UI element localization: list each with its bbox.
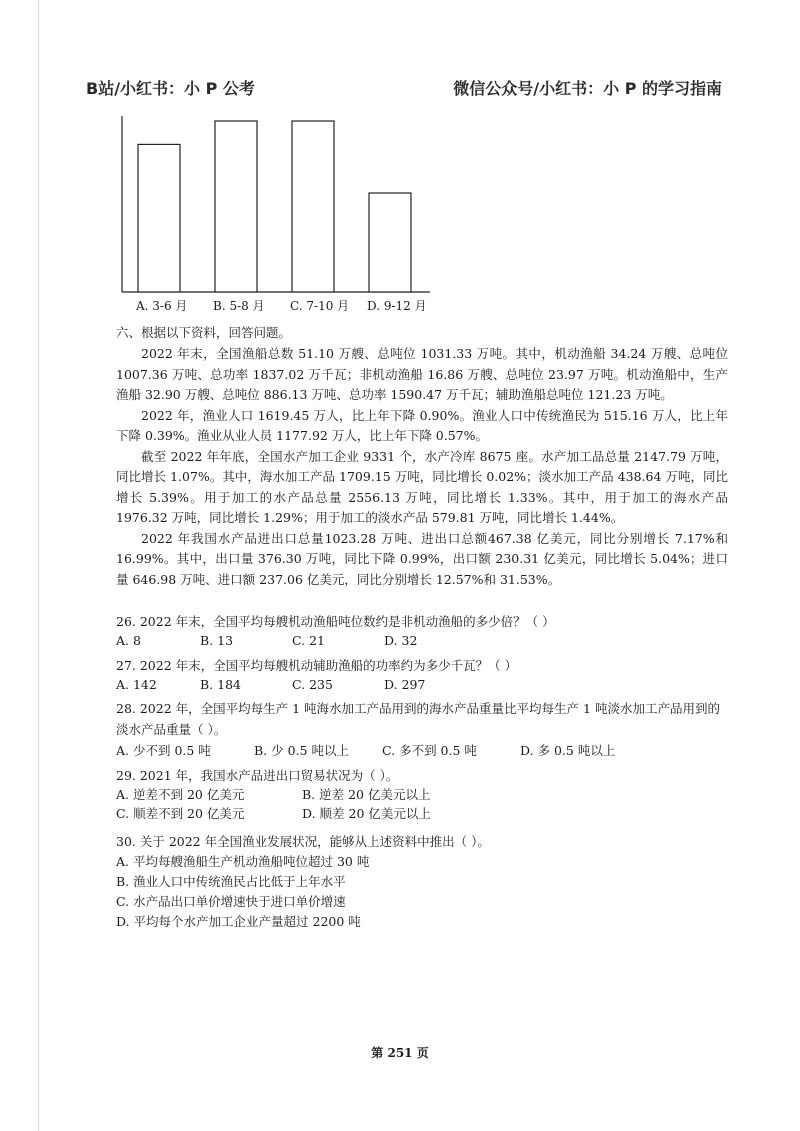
x-tick-label: C. 7-10 月: [290, 299, 350, 313]
option-d[interactable]: D. 32: [384, 633, 418, 648]
question-stem: 30. 关于 2022 年全国渔业发展状况，能够从上述资料中推出（ ）。: [116, 834, 490, 849]
question-options: [116, 675, 728, 694]
bar-3: [292, 121, 334, 292]
x-tick-label: D. 9-12 月: [367, 299, 427, 313]
question-29: [116, 766, 728, 823]
paragraph-fishing-boats: 2022 年末，全国渔船总数 51.10 万艘、总吨位 1031.33 万吨。其中，机动渔船 34.24 万艘、总吨位 1007.36 万吨、总功率 1837.02 万千瓦；非机动渔船 16.86 万艘、总吨位 23.97 万吨。机动渔船中，生产渔船 32.90 万艘、总吨位 886.13 万吨、总功率 1590.47 万千瓦；辅助渔船总吨位 121.23 万吨。: [116, 346, 728, 402]
question-27: [116, 656, 728, 694]
option-b[interactable]: B. 13: [200, 633, 234, 648]
page-header: [86, 76, 722, 100]
option-a[interactable]: A. 少不到 0.5 吨: [116, 743, 211, 758]
page-left-border: [38, 0, 39, 1131]
option-c[interactable]: C. 水产品出口单价增速快于进口单价增速: [116, 894, 346, 909]
option-c[interactable]: C. 顺差不到 20 亿美元: [116, 806, 245, 821]
header-right: 微信公众号/小红书：小 P 的学习指南: [453, 79, 722, 98]
x-tick-label: A. 3-6 月: [136, 299, 188, 313]
question-options: [116, 785, 728, 823]
paragraph-trade: 2022 年我国水产品进出口总量1023.28 万吨、进出口总额467.38 亿美元，同比分别增长 7.17%和 16.99%。其中，出口量 376.30 万吨，同比下降 0.99%，出口额 230.31 亿美元，同比增长 5.04%；进口量 646.98 万吨、进口额 237.06 亿美元，同比分别增长 12.57%和 31.53%。: [116, 530, 728, 587]
bar-4: [369, 193, 411, 292]
question-options: [116, 852, 728, 932]
option-d[interactable]: D. 多 0.5 吨以上: [520, 743, 616, 758]
question-options: [116, 740, 728, 761]
option-c[interactable]: C. 235: [292, 677, 333, 692]
question-stem: 29. 2021 年，我国水产品进出口贸易状况为（ ）。: [116, 768, 399, 783]
question-28: [116, 699, 728, 761]
option-d[interactable]: D. 平均每个水产加工企业产量超过 2200 吨: [116, 914, 361, 929]
paragraph-fishing-population: 2022 年，渔业人口 1619.45 万人，比上年下降 0.90%。渔业人口中传统渔民为 515.16 万人，比上年下降 0.39%。渔业从业人员 1177.92 万人，比上年下降 0.57%。: [116, 407, 728, 443]
material-text: [116, 344, 728, 590]
question-options: [116, 631, 728, 650]
option-d[interactable]: D. 顺差 20 亿美元以上: [302, 806, 431, 821]
x-tick-label: B. 5-8 月: [213, 299, 265, 313]
question-30: [116, 832, 728, 932]
option-b[interactable]: B. 184: [200, 677, 241, 692]
option-a[interactable]: A. 逆差不到 20 亿美元: [116, 787, 245, 802]
section-title: 六、根据以下资料，回答问题。: [116, 325, 292, 340]
question-stem: 26. 2022 年末，全国平均每艘机动渔船吨位数约是非机动渔船的多少倍？（ ）: [116, 614, 555, 629]
option-a[interactable]: A. 8: [116, 633, 141, 648]
question-26: [116, 612, 728, 650]
bar-1: [138, 144, 180, 292]
option-c[interactable]: C. 多不到 0.5 吨: [382, 743, 477, 758]
bar-2: [215, 121, 257, 292]
question-stem: 28. 2022 年，全国平均每生产 1 吨海水加工产品用到的海水产品重量比平均每生产 1 吨淡水加工产品用到的淡水产品重量（ ）。: [116, 701, 720, 737]
paragraph-processing: 截至 2022 年年底，全国水产加工企业 9331 个，水产冷库 8675 座。水产加工品总量 2147.79 万吨，同比增长 1.07%。其中，海水加工产品 1709.15 万吨，同比增长 0.02%；淡水加工产品 438.64 万吨，同比增长 5.39%。用于加工的水产品总量 2556.13 万吨，同比增长 1.33%。其中，用于加工的海水产品 1976.32 万吨，同比增长 1.29%；用于加工的淡水产品 579.81 万吨，同比增长 1.44%。: [116, 448, 728, 525]
option-a[interactable]: A. 142: [116, 677, 157, 692]
header-left: B站/小红书：小 P 公考: [86, 79, 255, 98]
option-b[interactable]: B. 渔业人口中传统渔民占比低于上年水平: [116, 874, 346, 889]
option-b[interactable]: B. 少 0.5 吨以上: [254, 743, 349, 758]
question-stem: 27. 2022 年末，全国平均每艘机动辅助渔船的功率约为多少千瓦？（ ）: [116, 658, 518, 673]
page-number: 第 251 页: [371, 1046, 429, 1060]
option-a[interactable]: A. 平均每艘渔船生产机动渔船吨位超过 30 吨: [116, 854, 370, 869]
option-c[interactable]: C. 21: [292, 633, 325, 648]
bar-chart: [100, 110, 520, 315]
option-d[interactable]: D. 297: [384, 677, 426, 692]
option-b[interactable]: B. 逆差 20 亿美元以上: [302, 787, 431, 802]
